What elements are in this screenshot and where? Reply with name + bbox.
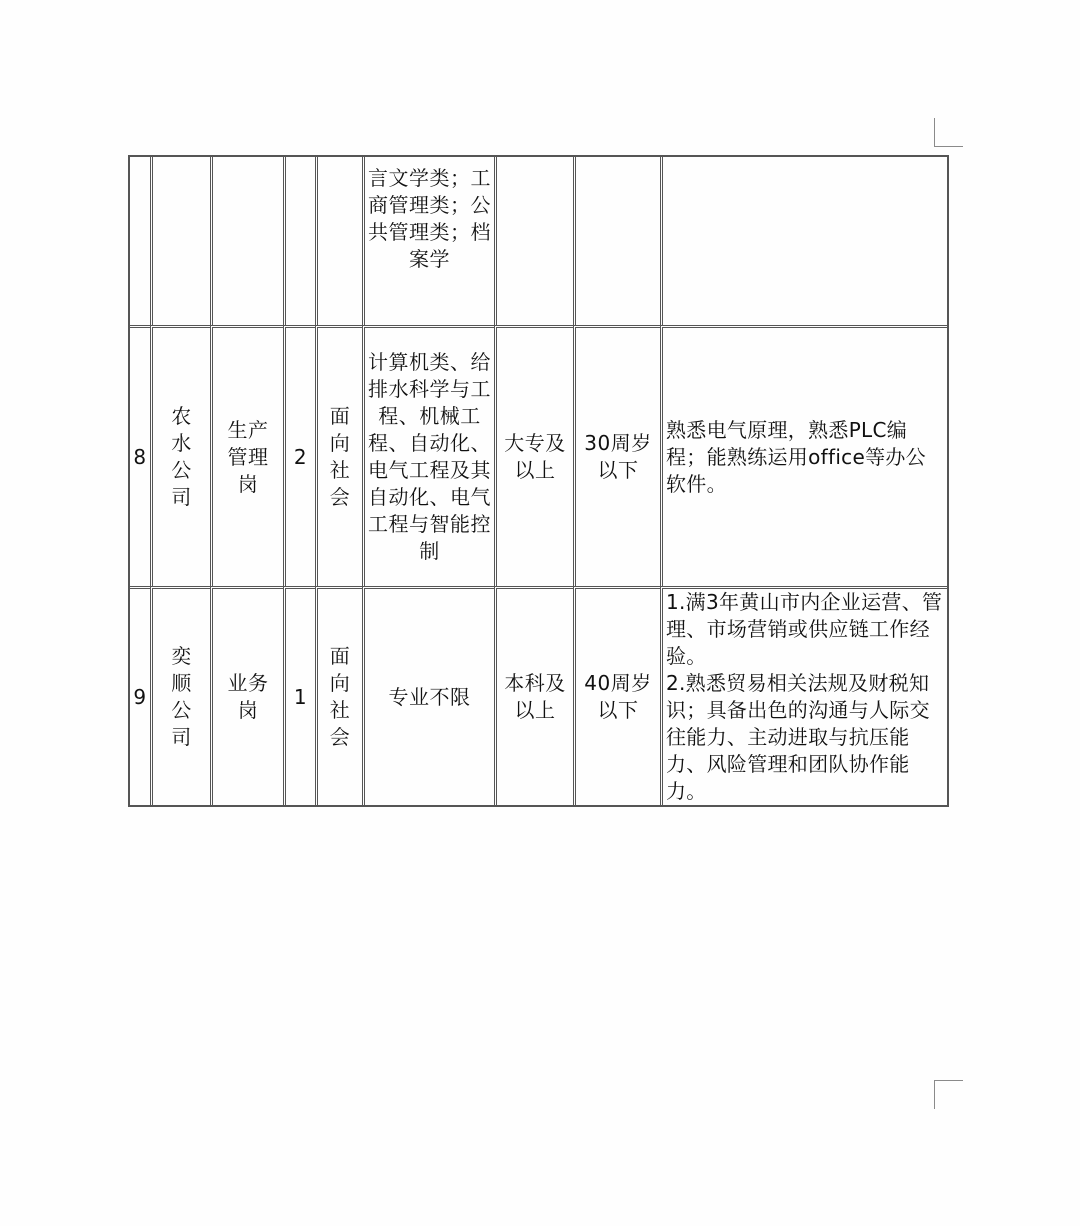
- table-row: [130, 157, 947, 325]
- cell-education: 本科及以上: [494, 586, 573, 805]
- cell-education: [494, 157, 573, 325]
- cell-education: 大专及以上: [494, 325, 573, 586]
- cell-requirements: [660, 586, 947, 805]
- cell-company: 农水公司: [150, 325, 210, 586]
- crop-mark-bottom: [934, 1080, 963, 1109]
- cell-age: 30周岁以下: [573, 325, 660, 586]
- cell-position: 生产管理岗: [210, 325, 283, 586]
- cell-age: [573, 157, 660, 325]
- cell-no: [130, 157, 150, 325]
- table-row: [130, 586, 947, 805]
- cell-company: 奕顺公司: [150, 586, 210, 805]
- cell-count: [283, 157, 315, 325]
- cell-requirements: [660, 157, 947, 325]
- cell-no: 9: [130, 586, 150, 805]
- cell-position: 业务岗: [210, 586, 283, 805]
- cell-company: [150, 157, 210, 325]
- crop-mark-top: [934, 118, 963, 147]
- cell-count: 1: [283, 586, 315, 805]
- cell-major: 专业不限: [362, 586, 494, 805]
- cell-position: [210, 157, 283, 325]
- requirement-item: 1.满3年黄山市内企业运营、管理、市场营销或供应链工作经验。: [666, 590, 943, 668]
- cell-no: 8: [130, 325, 150, 586]
- job-table: [128, 155, 949, 807]
- cell-major: 言文学类；工商管理类；公共管理类；档案学: [362, 157, 494, 325]
- cell-target: [315, 157, 362, 325]
- cell-major: 计算机类、给排水科学与工程、机械工程、自动化、电气工程及其自动化、电气工程与智能控制: [362, 325, 494, 586]
- cell-target: 面向社会: [315, 325, 362, 586]
- cell-count: 2: [283, 325, 315, 586]
- cell-age: 40周岁以下: [573, 586, 660, 805]
- requirement-item: 2.熟悉贸易相关法规及财税知识；具备出色的沟通与人际交往能力、主动进取与抗压能力、风险管理和团队协作能力。: [666, 671, 930, 803]
- cell-requirements: 熟悉电气原理，熟悉PLC编程；能熟练运用office等办公软件。: [660, 325, 947, 586]
- table-row: [130, 325, 947, 586]
- cell-target: 面向社会: [315, 586, 362, 805]
